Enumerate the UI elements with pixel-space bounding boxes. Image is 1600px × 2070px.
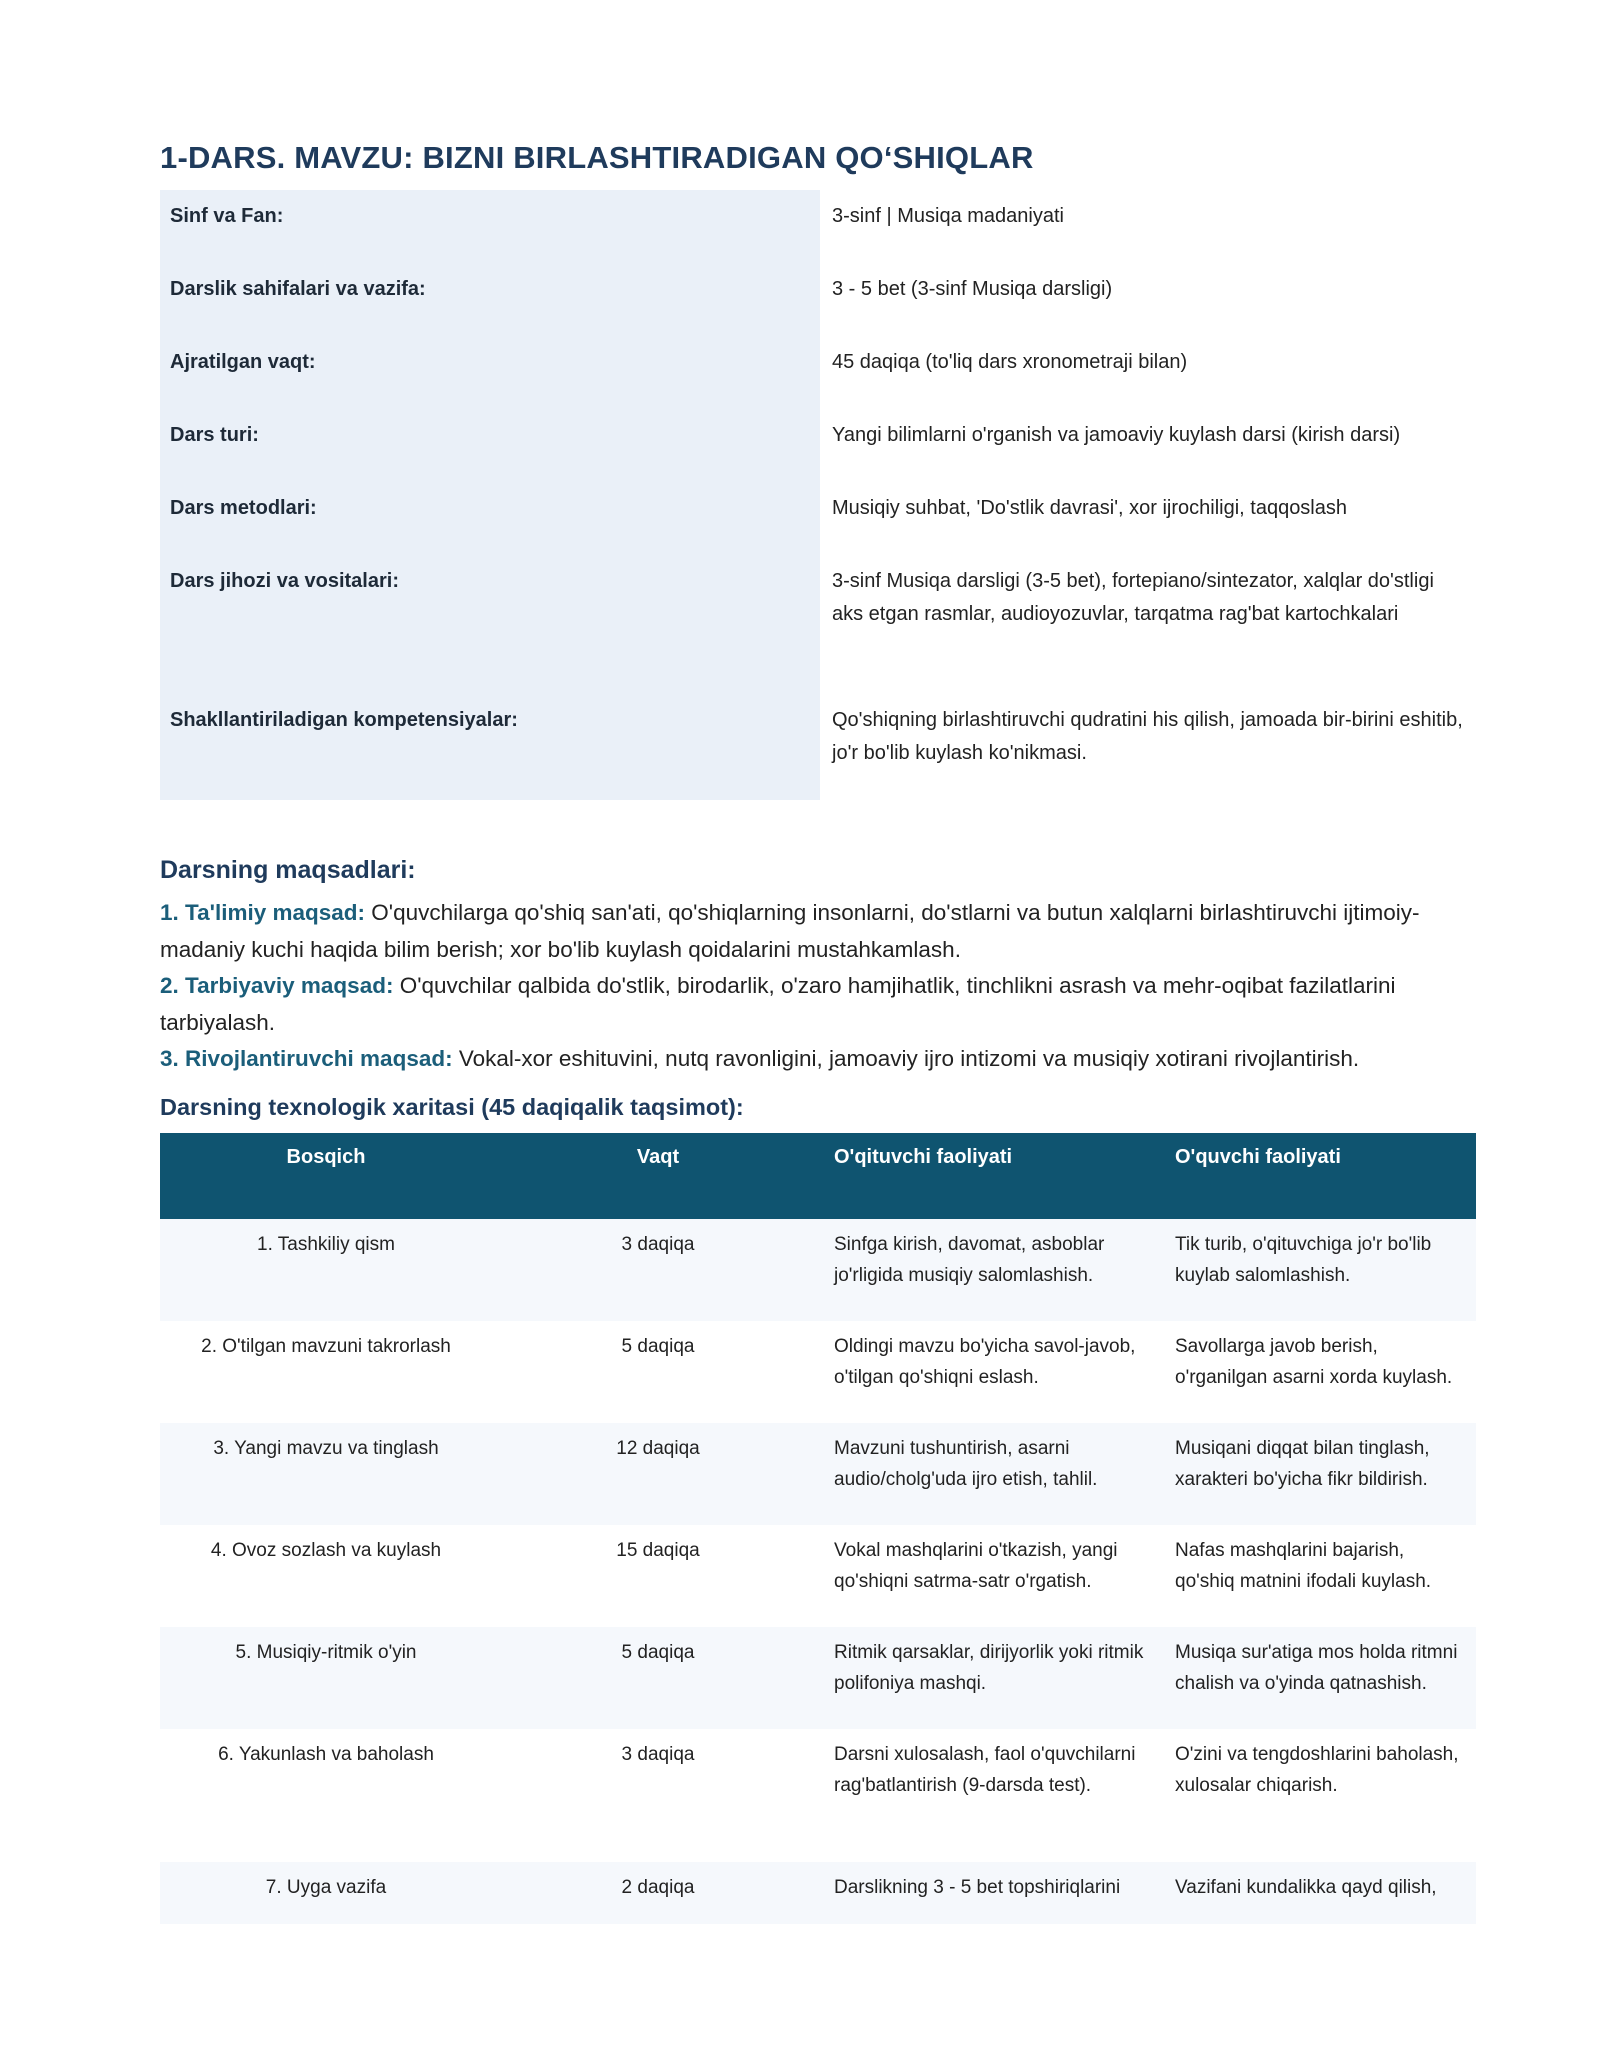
table-row <box>160 1423 1476 1525</box>
goal-item <box>160 1041 1476 1078</box>
info-label: Darslik sahifalari va vazifa: <box>160 263 820 336</box>
table-row <box>160 1525 1476 1627</box>
table-row <box>160 1219 1476 1321</box>
student-cell: Vazifani kundalikka qayd qilish, <box>1165 1862 1476 1924</box>
student-cell: Nafas mashqlarini bajarish, qo'shiq matnini ifodali kuylash. <box>1165 1525 1476 1627</box>
teacher-cell: Darslikning 3 - 5 bet topshiriqlarini <box>824 1862 1165 1924</box>
goal-text: O'quvchilar qalbida do'stlik, birodarlik, o'zaro hamjihatlik, tinchlikni asrash va mehr-oqibat fazilatlarini tarbiyalash. <box>160 973 1396 1035</box>
stage-cell: 7. Uyga vazifa <box>160 1862 492 1924</box>
table-row <box>160 1862 1476 1924</box>
student-cell: Savollarga javob berish, o'rganilgan asarni xorda kuylash. <box>1165 1321 1476 1423</box>
stage-cell: 3. Yangi mavzu va tinglash <box>160 1423 492 1525</box>
time-cell: 15 daqiqa <box>492 1525 824 1627</box>
stage-cell: 2. O'tilgan mavzuni takrorlash <box>160 1321 492 1423</box>
info-label: Dars metodlari: <box>160 482 820 555</box>
time-cell: 5 daqiqa <box>492 1627 824 1729</box>
table-header-row <box>160 1133 1476 1219</box>
goal-text: Vokal-xor eshituvini, nutq ravonligini, jamoaviy ijro intizomi va musiqiy xotirani rivojlantirish. <box>452 1046 1360 1071</box>
lesson-title: 1-DARS. MAVZU: BIZNI BIRLASHTIRADIGAN QO‘SHIQLAR <box>160 140 1034 175</box>
info-value: Qo'shiqning birlashtiruvchi qudratini his qilish, jamoada bir-birini eshitib, jo'r bo'lib kuylash ko'nikmasi. <box>832 709 1463 764</box>
document-content <box>160 140 1476 1924</box>
column-header: Bosqich <box>160 1133 492 1219</box>
stage-cell: 4. Ovoz sozlash va kuylash <box>160 1525 492 1627</box>
info-row <box>160 336 1476 409</box>
time-cell: 2 daqiqa <box>492 1862 824 1924</box>
technology-map-table <box>160 1133 1476 1924</box>
goal-label: 1. Ta'limiy maqsad: <box>160 900 366 925</box>
time-cell: 3 daqiqa <box>492 1729 824 1862</box>
student-cell: O'zini va tengdoshlarini baholash, xulosalar chiqarish. <box>1165 1729 1476 1862</box>
time-cell: 12 daqiqa <box>492 1423 824 1525</box>
info-row <box>160 482 1476 555</box>
info-label: Shakllantiriladigan kompetensiyalar: <box>160 694 820 800</box>
time-cell: 5 daqiqa <box>492 1321 824 1423</box>
teacher-cell: Ritmik qarsaklar, dirijyorlik yoki ritmik polifoniya mashqi. <box>824 1627 1165 1729</box>
student-cell: Musiqa sur'atiga mos holda ritmni chalish va o'yinda qatnashish. <box>1165 1627 1476 1729</box>
time-cell: 3 daqiqa <box>492 1219 824 1321</box>
info-label: Dars turi: <box>160 409 820 482</box>
lesson-info-table <box>160 190 1476 800</box>
info-row <box>160 694 1476 800</box>
teacher-cell: Sinfga kirish, davomat, asboblar jo'rligida musiqiy salomlashish. <box>824 1219 1165 1321</box>
goal-text: O'quvchilarga qo'shiq san'ati, qo'shiqlarning insonlarni, do'stlarni va butun xalqlarni birlashtiruvchi ijtimoiy-madaniy kuchi haqida bilim berish; xor bo'lib kuylash qoidalarini mustahkamlash. <box>160 900 1420 962</box>
info-value: 3 - 5 bet (3-sinf Musiqa darsligi) <box>832 278 1113 300</box>
stage-cell: 1. Tashkiliy qism <box>160 1219 492 1321</box>
teacher-cell: Oldingi mavzu bo'yicha savol-javob, o'tilgan qo'shiqni eslash. <box>824 1321 1165 1423</box>
info-label: Ajratilgan vaqt: <box>160 336 820 409</box>
teacher-cell: Darsni xulosalash, faol o'quvchilarni rag'batlantirish (9-darsda test). <box>824 1729 1165 1862</box>
info-value: Yangi bilimlarni o'rganish va jamoaviy kuylash darsi (kirish darsi) <box>832 424 1401 446</box>
info-row <box>160 409 1476 482</box>
goal-item <box>160 968 1476 1041</box>
table-row <box>160 1729 1476 1862</box>
goals-list <box>160 895 1476 1078</box>
info-row <box>160 555 1476 694</box>
info-row <box>160 263 1476 336</box>
column-header: O'quvchi faoliyati <box>1165 1133 1476 1219</box>
info-value: Musiqiy suhbat, 'Do'stlik davrasi', xor ijrochiligi, taqqoslash <box>832 497 1347 519</box>
table-row <box>160 1321 1476 1423</box>
info-value: 3-sinf | Musiqa madaniyati <box>832 205 1064 227</box>
stage-cell: 5. Musiqiy-ritmik o'yin <box>160 1627 492 1729</box>
info-value: 45 daqiqa (to'liq dars xronometraji bilan) <box>832 351 1188 373</box>
student-cell: Musiqani diqqat bilan tinglash, xarakteri bo'yicha fikr bildirish. <box>1165 1423 1476 1525</box>
table-row <box>160 1627 1476 1729</box>
info-row <box>160 190 1476 263</box>
teacher-cell: Mavzuni tushuntirish, asarni audio/cholg'uda ijro etish, tahlil. <box>824 1423 1165 1525</box>
info-label: Dars jihozi va vositalari: <box>160 555 820 694</box>
stage-cell: 6. Yakunlash va baholash <box>160 1729 492 1862</box>
goals-heading: Darsning maqsadlari: <box>160 856 416 884</box>
info-label: Sinf va Fan: <box>160 190 820 263</box>
student-cell: Tik turib, o'qituvchiga jo'r bo'lib kuylab salomlashish. <box>1165 1219 1476 1321</box>
column-header: O'qituvchi faoliyati <box>824 1133 1165 1219</box>
column-header: Vaqt <box>492 1133 824 1219</box>
info-value: 3-sinf Musiqa darsligi (3-5 bet), fortepiano/sintezator, xalqlar do'stligi aks etgan rasmlar, audioyozuvlar, tarqatma rag'bat kartochkalari <box>832 570 1434 625</box>
map-heading: Darsning texnologik xaritasi (45 daqiqalik taqsimot): <box>160 1093 744 1120</box>
goal-label: 3. Rivojlantiruvchi maqsad: <box>160 1046 453 1071</box>
teacher-cell: Vokal mashqlarini o'tkazish, yangi qo'shiqni satrma-satr o'rgatish. <box>824 1525 1165 1627</box>
goal-item <box>160 895 1476 968</box>
goal-label: 2. Tarbiyaviy maqsad: <box>160 973 394 998</box>
